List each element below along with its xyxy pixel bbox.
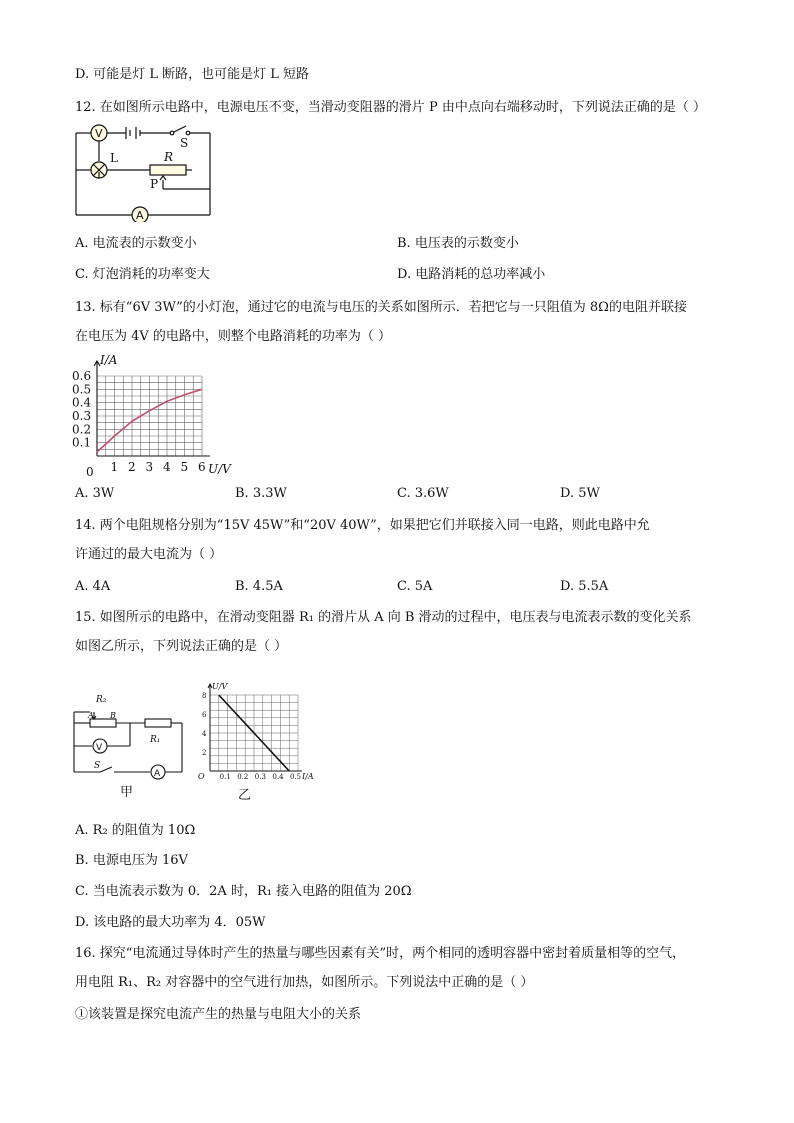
chart2-y-tick-label: 6 — [202, 711, 207, 719]
chart2-x-tick-label: 0.3 — [254, 773, 266, 781]
chart1-y-tick-label: 0.2 — [72, 422, 92, 437]
chart2-y-tick-label: 2 — [202, 749, 207, 757]
chart1-y-tick-label: 0.6 — [72, 369, 92, 383]
chart2-origin: O — [198, 772, 205, 781]
q15-stem-line2: 如图乙所示，下列说法正确的是（ ） — [75, 639, 288, 654]
q14-option-d: D. 5.5A — [560, 579, 609, 594]
q13-option-a: A. 3W — [75, 486, 115, 501]
chart1-ylabel: I/A — [100, 353, 118, 367]
q13-option-b: B. 3.3W — [235, 486, 287, 501]
ammeter-label: A — [136, 209, 144, 222]
r2-label: R₂ — [96, 695, 107, 705]
chart1-x-tick-label: 2 — [128, 460, 136, 474]
q14-option-b: B. 4.5A — [235, 579, 283, 594]
fig-yi-label: 乙 — [238, 788, 252, 803]
q12-option-c: C. 灯泡消耗的功率变大 — [75, 267, 210, 282]
q15-voltmeter-label: V — [96, 743, 103, 753]
chart2-x-tick-label: 0.5 — [290, 773, 302, 781]
point-b-label: B — [110, 711, 116, 720]
q14-option-c: C. 5A — [397, 579, 433, 594]
chart1-xlabel: U/V — [208, 462, 231, 476]
q11-option-d: D. 可能是灯 L 断路，也可能是灯 L 短路 — [75, 67, 310, 82]
q15-option-a: A. R₂ 的阻值为 10Ω — [75, 823, 196, 838]
q13-iu-chart — [70, 348, 240, 478]
chart2-x-tick-label: 0.1 — [219, 773, 231, 781]
chart2-x-tick-label: 0.2 — [237, 773, 249, 781]
lamp-label: L — [110, 151, 118, 165]
q15-switch-label: S — [94, 761, 101, 771]
slider-label: P — [150, 177, 159, 191]
q12-option-a: A. 电流表的示数变小 — [75, 236, 197, 251]
q15-ammeter-label: A — [154, 769, 161, 779]
chart1-origin: 0 — [86, 465, 94, 478]
q13-stem-line2: 在电压为 4V 的电路中，则整个电路消耗的功率为（ ） — [75, 329, 392, 344]
switch-label: S — [180, 136, 189, 150]
r1-label: R₁ — [150, 735, 161, 745]
q15-option-c: C. 当电流表示数为 0．2A 时，R₁ 接入电路的阻值为 20Ω — [75, 884, 412, 899]
chart1-x-tick-label: 1 — [110, 460, 119, 474]
q12-stem: 12. 在如图所示电路中，电源电压不变，当滑动变阻器的滑片 P 由中点向右端移动时，下列说法正确的是（ ） — [75, 100, 706, 115]
q15-stem-line1: 15. 如图所示的电路中，在滑动变阻器 R₁ 的滑片从 A 向 B 滑动的过程中，电压表与电流表示数的变化关系 — [75, 610, 692, 625]
chart1-y-tick-label: 0.4 — [72, 395, 92, 410]
q16-statement-1: ①该装置是探究电流产生的热量与电阻大小的关系 — [75, 1007, 362, 1022]
q14-option-a: A. 4A — [75, 579, 111, 594]
q12-option-d: D. 电路消耗的总功率减小 — [397, 267, 546, 282]
q13-stem-line1: 13. 标有“6V 3W”的小灯泡，通过它的电流与电压的关系如图所示．若把它与一只阻值为 8Ω的电阻并联接 — [75, 300, 687, 315]
chart1-y-tick-label: 0.1 — [72, 435, 92, 450]
chart1-x-tick-label: 5 — [180, 460, 189, 474]
q15-circuit-figure — [70, 690, 190, 800]
voltmeter-label: V — [95, 127, 103, 140]
chart1-x-tick-label: 4 — [163, 460, 171, 474]
q14-stem-line2: 许通过的最大电流为（ ） — [75, 547, 223, 562]
chart1-x-tick-label: 3 — [145, 460, 154, 474]
q15-option-b: B. 电源电压为 16V — [75, 853, 188, 868]
rheostat-label: R — [164, 150, 174, 164]
chart1-y-tick-label: 0.3 — [72, 409, 92, 423]
chart1-x-tick-label: 6 — [198, 460, 206, 474]
fig-jia-label: 甲 — [120, 785, 134, 800]
q16-stem-line1: 16. 探究“电流通过导体时产生的热量与哪些因素有关”时，两个相同的透明容器中密封着质量相等的空气， — [75, 946, 686, 961]
point-a-label: A — [88, 711, 94, 720]
chart2-xlabel: I/A — [302, 772, 314, 781]
chart1-y-tick-label: 0.5 — [72, 382, 92, 397]
q13-option-c: C. 3.6W — [397, 486, 449, 501]
q15-ui-chart — [190, 675, 330, 803]
q12-circuit-figure — [72, 122, 222, 222]
chart2-x-tick-label: 0.4 — [272, 773, 284, 781]
chart2-y-tick-label: 4 — [202, 730, 207, 738]
chart2-y-tick-label: 8 — [202, 692, 207, 700]
q13-option-d: D. 5W — [560, 486, 600, 501]
q14-stem-line1: 14. 两个电阻规格分别为“15V 45W”和“20V 40W”，如果把它们并联接入同一电路，则此电路中允 — [75, 518, 650, 533]
q12-option-b: B. 电压表的示数变小 — [397, 236, 519, 251]
chart2-ylabel: U/V — [212, 682, 228, 691]
q16-stem-line2: 用电阻 R₁、R₂ 对容器中的空气进行加热，如图所示。下列说法中正确的是（ ） — [75, 975, 534, 990]
q15-option-d: D. 该电路的最大功率为 4．05W — [75, 915, 266, 930]
